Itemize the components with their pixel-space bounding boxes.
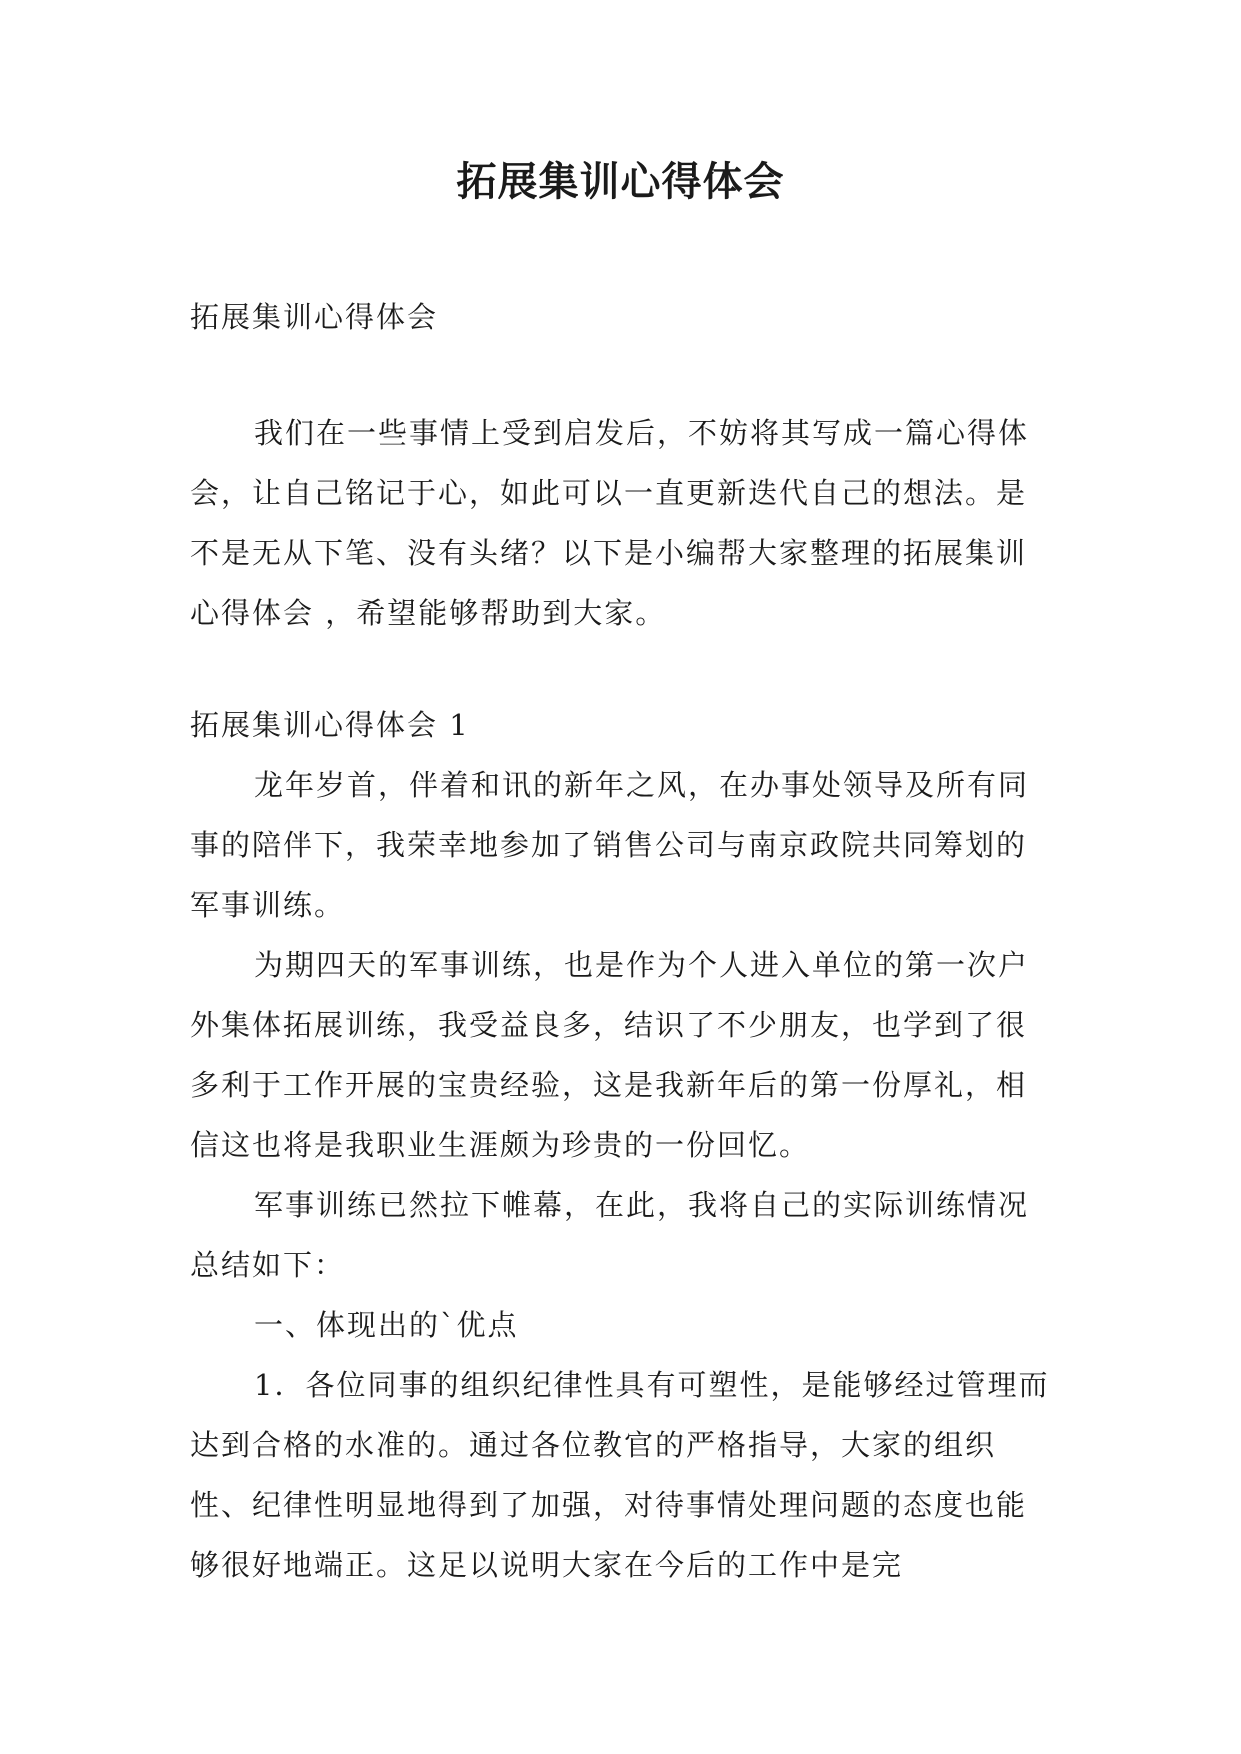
paragraph-4: 一、体现出的`优点 bbox=[254, 1308, 519, 1342]
document-subtitle: 拓展集训心得体会 bbox=[190, 300, 439, 334]
section-1 bbox=[190, 695, 1052, 1595]
paragraph-2: 为期四天的军事训练，也是作为个人进入单位的第一次户外集体拓展训练，我受益良多，结识了不少朋友，也学到了很多利于工作开展的宝贵经验，这是我新年后的第一份厚礼，相信这也将是我职业生涯颇为珍贵的一份回忆。 bbox=[190, 948, 1030, 1162]
paragraph-3: 军事训练已然拉下帷幕，在此，我将自己的实际训练情况总结如下： bbox=[190, 1188, 1030, 1282]
intro-text: 我们在一些事情上受到启发后，不妨将其写成一篇心得体会，让自己铭记于心，如此可以一直更新迭代自己的想法。是不是无从下笔、没有头绪？以下是小编帮大家整理的拓展集训心得体会 ，希望能够帮助到大家。 bbox=[190, 416, 1030, 630]
document-title: 拓展集训心得体会 bbox=[456, 159, 785, 205]
intro-paragraph bbox=[190, 403, 1052, 643]
paragraph-5: 1．各位同事的组织纪律性具有可塑性，是能够经过管理而达到合格的水准的。通过各位教官的严格指导，大家的组织性、纪律性明显地得到了加强，对待事情处理问题的态度也能够很好地端正。这足以说明大家在今后的工作中是完 bbox=[190, 1368, 1050, 1582]
paragraph-1: 龙年岁首，伴着和讯的新年之风，在办事处领导及所有同事的陪伴下，我荣幸地参加了销售公司与南京政院共同筹划的军事训练。 bbox=[190, 768, 1030, 922]
section-heading: 拓展集训心得体会 1 bbox=[190, 708, 470, 742]
